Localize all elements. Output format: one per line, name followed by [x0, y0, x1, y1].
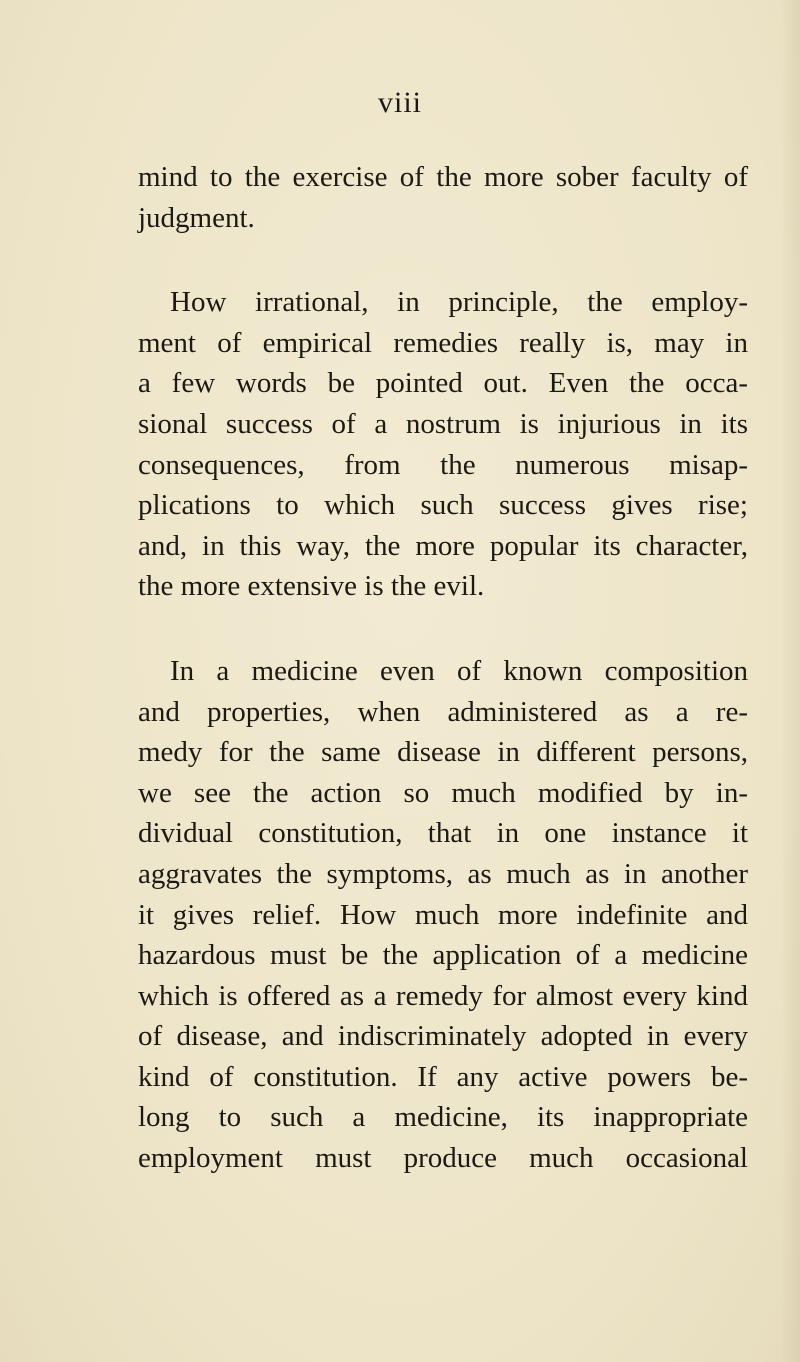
text-line: long to such a medicine, its inappropriate [138, 1101, 748, 1134]
text-line: the more extensive is the evil. [138, 570, 485, 603]
text-line: we see the action so much modified by in- [138, 776, 748, 809]
text-line: and properties, when administered as a re- [138, 695, 748, 728]
paragraph-3 [138, 651, 748, 1179]
text-line: it gives relief. How much more indefinite and [138, 898, 748, 931]
paragraph-2 [138, 282, 748, 607]
text-line: ment of empirical remedies really is, may in [138, 326, 748, 359]
text-line: medy for the same disease in different persons, [138, 736, 748, 769]
text-line: judgment. [138, 201, 255, 234]
text-line: plications to which such success gives rise; [138, 489, 748, 522]
text-line: employment must produce much occasional [138, 1142, 748, 1175]
text-line: How irrational, in principle, the employ- [170, 286, 748, 319]
text-line: hazardous must be the application of a medicine [138, 939, 748, 972]
text-line: mind to the exercise of the more sober faculty of [138, 161, 748, 193]
page-number: viii [377, 86, 422, 119]
text-line: aggravates the symptoms, as much as in another [138, 857, 748, 890]
text-line: consequences, from the numerous misap- [138, 448, 748, 481]
paragraph-1 [138, 157, 748, 238]
body-text [138, 157, 748, 1179]
text-line: a few words be pointed out. Even the occa- [138, 367, 748, 400]
text-line: dividual constitution, that in one instance it [138, 817, 748, 850]
text-line: of disease, and indiscriminately adopted in every [138, 1020, 748, 1053]
text-line: which is offered as a remedy for almost every kind [138, 979, 748, 1012]
text-line: and, in this way, the more popular its character, [138, 529, 748, 562]
text-line: kind of constitution. If any active powers be- [138, 1060, 748, 1093]
text-line: In a medicine even of known composition [170, 654, 748, 687]
text-line: sional success of a nostrum is injurious in its [138, 407, 748, 440]
